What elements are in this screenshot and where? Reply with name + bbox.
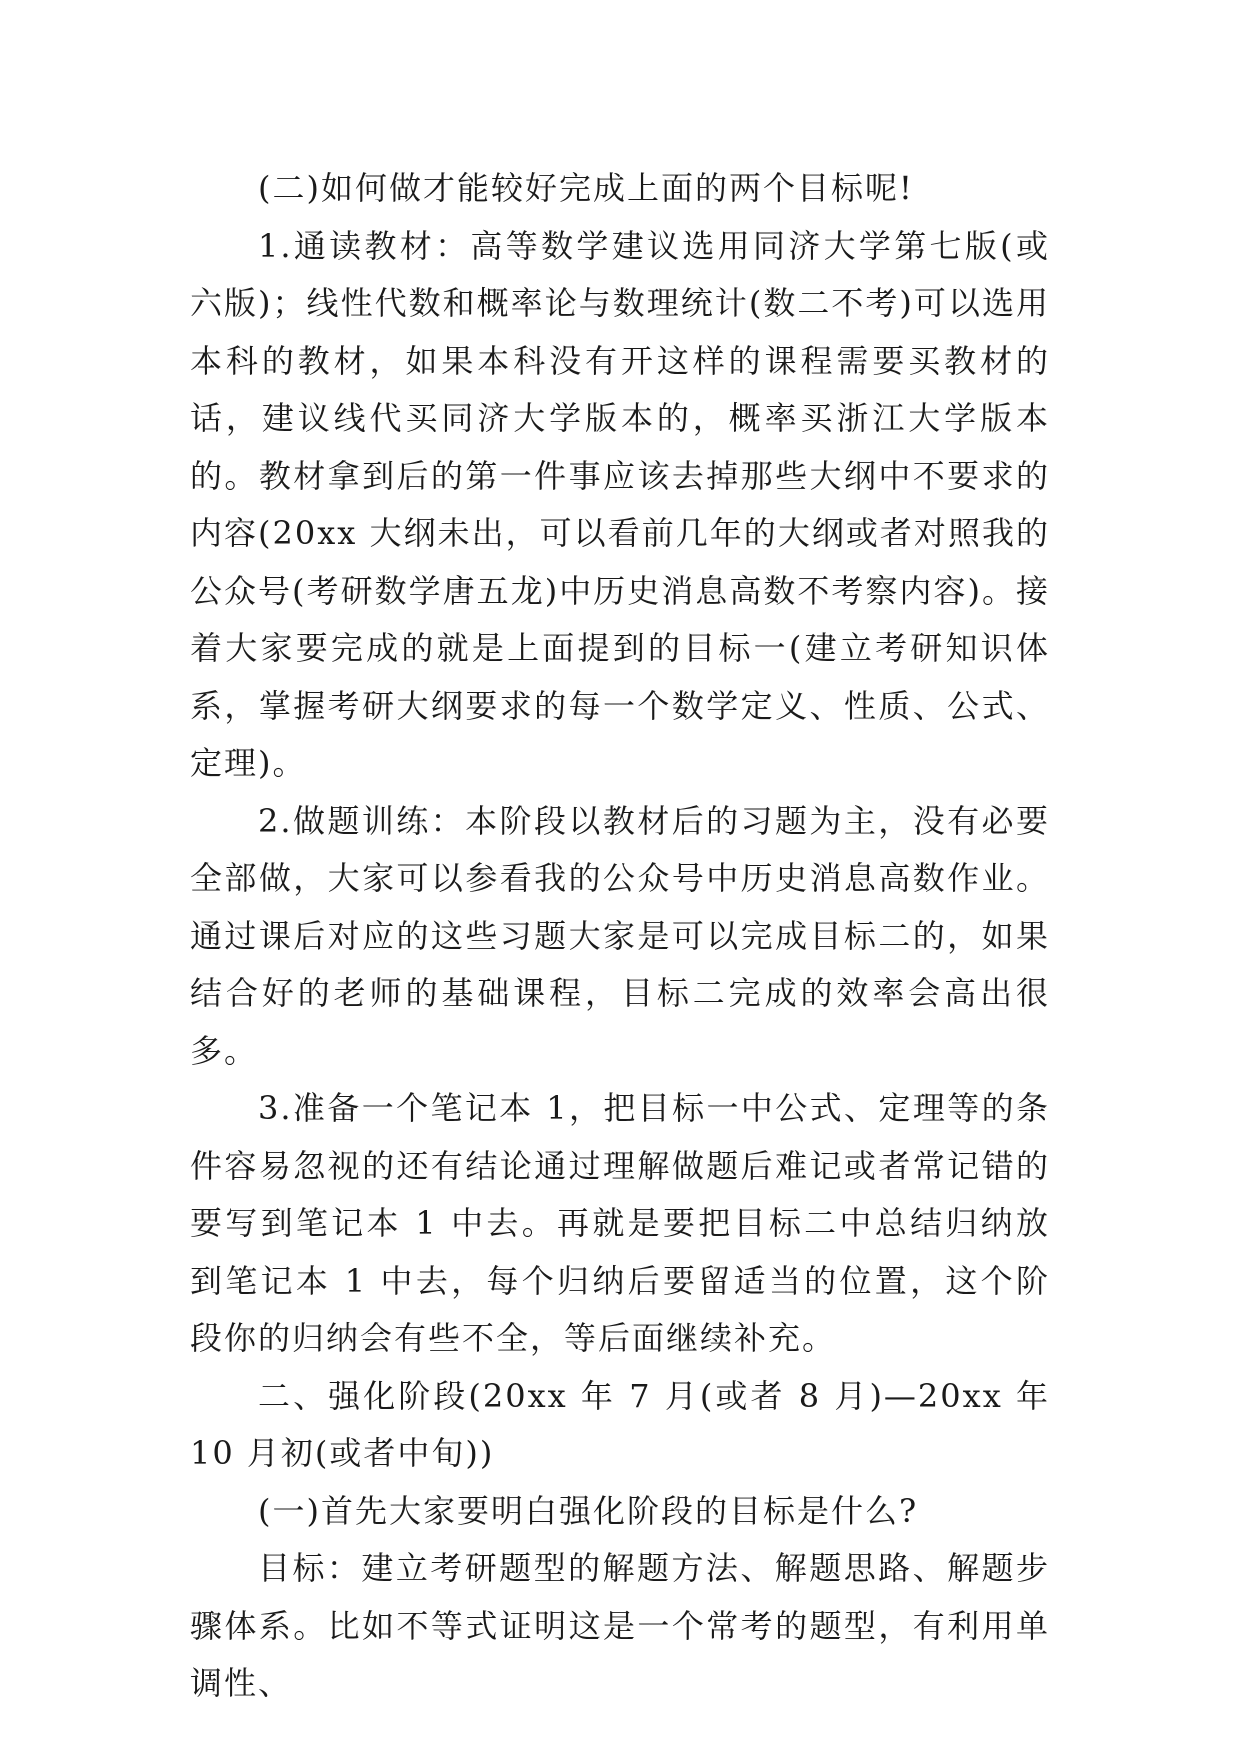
paragraph-read-textbooks: 1.通读教材：高等数学建议选用同济大学第七版(或六版)；线性代数和概率论与数理统计(数二不考)可以选用本科的教材，如果本科没有开这样的课程需要买教材的话，建议线代买同济大学版本的，概率买浙江大学版本的。教材拿到后的第一件事应该去掉那些大纲中不要求的内容(20xx 大纲未出，可以看前几年的大纲或者对照我的公众号(考研数学唐五龙)中历史消息高数不考察内容)。接着大家要完成的就是上面提到的目标一(建立考研知识体系，掌握考研大纲要求的每一个数学定义、性质、公式、定理)。 [190, 226, 1050, 782]
paragraph-stage-goal-question: (一)首先大家要明白强化阶段的目标是什么? [258, 1491, 919, 1530]
paragraph-notebook: 3.准备一个笔记本 1，把目标一中公式、定理等的条件容易忽视的还有结论通过理解做题后难记或者常记错的要写到笔记本 1 中去。再就是要把目标二中总结归纳放到笔记本 1 中去，每个归纳后要留适当的位置，这个阶段你的归纳会有些不全，等后面继续补充。 [190, 1089, 1050, 1357]
paragraph-strengthening-stage: 二、强化阶段(20xx 年 7 月(或者 8 月)—20xx 年 10 月初(或者中旬)) [190, 1376, 1050, 1472]
paragraph-section-2-heading: (二)如何做才能较好完成上面的两个目标呢! [258, 169, 914, 207]
paragraph-exercise-training: 2.做题训练：本阶段以教材后的习题为主，没有必要全部做，大家可以参看我的公众号中历史消息高数作业。通过课后对应的这些习题大家是可以完成目标二的，如果结合好的老师的基础课程，目标二完成的效率会高出很多。 [190, 801, 1050, 1070]
document-body [190, 160, 1050, 1713]
paragraph-goal: 目标：建立考研题型的解题方法、解题思路、解题步骤体系。比如不等式证明这是一个常考的题型，有利用单调性、 [190, 1549, 1050, 1702]
